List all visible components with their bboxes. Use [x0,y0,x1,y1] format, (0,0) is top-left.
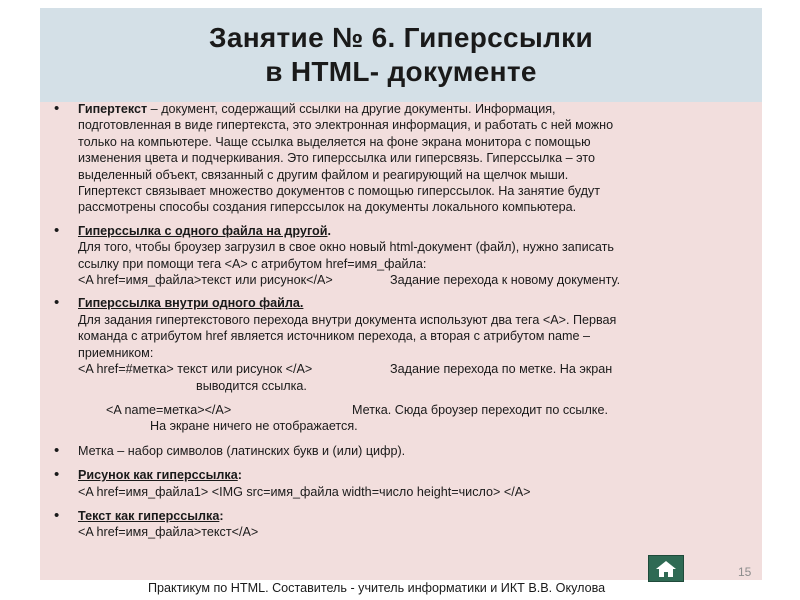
slide-title-line1: Занятие № 6. Гиперссылки [208,22,593,53]
home-button[interactable] [648,555,684,582]
link-within-file-line-1: Для задания гипертекстового перехода внутри документа используют два тега <A>. Первая [78,312,617,327]
hypertext-line-2: подготовленная в виде гипертекста, это электронная информация, и работать с ней можно [78,118,614,133]
hypertext-line-1: – документ, содержащий ссылки на другие документы. Информация, [147,102,556,116]
bullet-image-link: • Рисунок как гиперссылка: <A href=имя_файла1> <IMG src=имя_файла width=число height=число> </A> [54,467,754,500]
link-between-files-line-1: Для того, чтобы броузер загрузил в свое окно новый html-документ (файл), нужно записать [78,240,614,255]
anchor-href-code: <A href=#метка> текст или рисунок </A> [78,362,313,377]
link-between-files-desc: Задание перехода к новому документу. [390,273,621,288]
anchor-name-desc: Метка. Сюда броузер переходит по ссылке. [352,402,608,417]
footer-credit: Практикум по HTML. Составитель - учитель информатики и ИКТ В.В. Окулова [148,581,606,595]
link-between-files-line-2: ссылку при помощи тега <A> с атрибутом href=имя_файла: [78,256,427,271]
slide-title-line2: в HTML- документе [265,56,537,87]
link-within-file-line-3: приемником: [78,345,154,360]
link-between-files-heading: Гиперссылка с одного файла на другой [78,223,328,238]
image-link-code: <A href=имя_файла1> <IMG src=имя_файла width=число height=число> </A> [78,484,531,499]
hypertext-term: Гипертекст [78,102,148,116]
title-banner [40,8,762,102]
bullet-text-link: • Текст как гиперссылка: <A href=имя_файла>текст</A> [54,508,754,541]
anchor-name-desc-2: На экране ничего не отображается. [150,419,358,434]
page-number: 15 [738,565,752,579]
slide-content [54,101,754,541]
hypertext-line-3: только на компьютере. Чаще ссылка выделяется на фоне экрана монитора с помощью [78,134,591,149]
image-link-heading: Рисунок как гиперссылка [78,468,238,483]
link-between-files-code: <A href=имя_файла>текст или рисунок</A> [78,273,333,288]
hypertext-line-4: изменения цвета и подчеркивания. Это гиперссылка или гиперсвязь. Гиперссылка – это [78,151,595,166]
anchor-href-desc-2: выводится ссылка. [196,378,307,393]
bullet-anchor-definition [54,443,754,459]
hypertext-line-7: рассмотрены способы создания гиперссылок на документы локального компьютера. [78,200,577,215]
bullet-link-between-files: • Гиперссылка с одного файла на другой. Для того, чтобы броузер загрузил в свое окно новый html-документ (файл), нужно записать ссылку при помощи тега <A> с атрибутом href=имя_файла: <A href=имя_файла>текст или рисунок</A> Задание перехода к новому документу. [54,223,754,289]
bullet-hypertext [54,101,754,216]
link-within-file-line-2: команда с атрибутом href является источником перехода, а вторая с атрибутом name – [78,329,590,344]
text-link-heading: Текст как гиперссылка [78,508,220,523]
link-within-file-heading: • Гиперссылка внутри одного файла. [78,296,304,311]
bullet-link-within-file [54,295,754,434]
hypertext-line-5: выделенный объект, связанный с другим файлом и реагирующий на щелчок мыши. [78,167,569,182]
anchor-definition-text: • Метка – набор символов (латинских букв и (или) цифр). [78,443,406,458]
hypertext-line-6: Гипертекст связывает множество документов с помощью гиперссылок. На занятие будут [78,184,600,199]
home-icon [655,560,677,578]
anchor-name-code: <A name=метка></A> [106,402,232,417]
anchor-href-desc: Задание перехода по метке. На экран [390,362,613,377]
text-link-code: <A href=имя_файла>текст</A> [78,525,259,540]
